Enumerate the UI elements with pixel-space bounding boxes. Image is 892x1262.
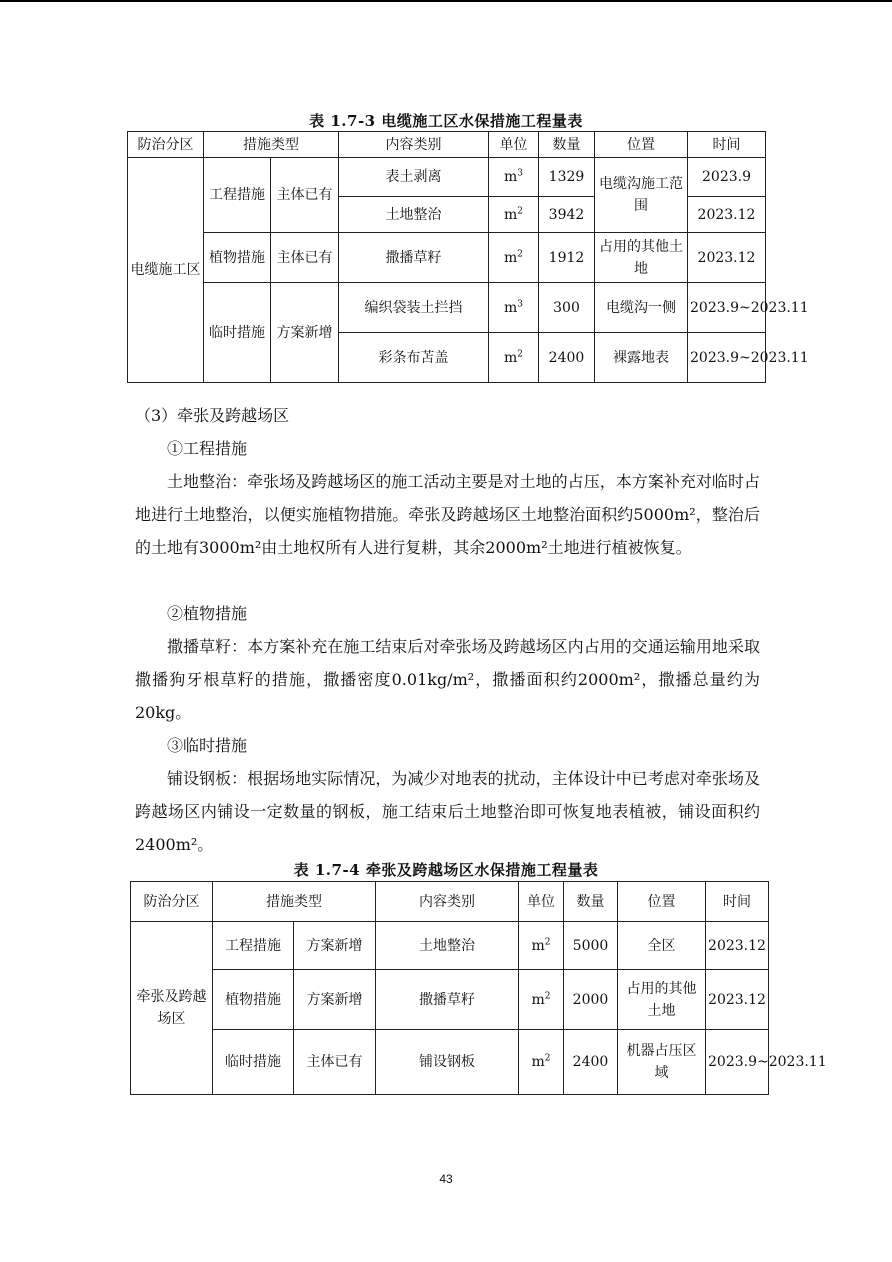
table-row xyxy=(128,283,766,333)
top-border xyxy=(0,0,892,2)
header-cell: 单位 xyxy=(489,132,539,158)
unit-cell: $m^3$ xyxy=(489,158,539,197)
measure-source-cell: 主体已有 xyxy=(271,233,339,283)
location-cell: 电缆沟施工范围 xyxy=(595,158,688,233)
table-4-caption: 表 1.7-4 牵张及跨越场区水保措施工程量表 xyxy=(293,861,599,879)
zone-cell: 电缆施工区 xyxy=(128,158,204,383)
time-cell: 2023.12 xyxy=(688,197,766,233)
unit-cell: $m^2$ xyxy=(489,333,539,383)
table-row xyxy=(131,922,769,970)
table-3-caption: 表 1.7-3 电缆施工区水保措施工程量表 xyxy=(309,112,583,130)
measure-type-cell: 植物措施 xyxy=(213,970,294,1030)
time-cell: 2023.9~2023.11 xyxy=(706,1030,769,1095)
quantity-cell: 3942 xyxy=(539,197,595,233)
header-cell: 防治分区 xyxy=(128,132,204,158)
measure-type-cell: 临时措施 xyxy=(213,1030,294,1095)
location-cell: 占用的其他土地 xyxy=(618,970,706,1030)
table-row xyxy=(131,970,769,1030)
content-cell: 撒播草籽 xyxy=(339,233,489,283)
location-cell: 占用的其他土地 xyxy=(595,233,688,283)
unit-cell: $m^2$ xyxy=(519,1030,564,1095)
header-cell: 内容类别 xyxy=(339,132,489,158)
quantity-cell: 2400 xyxy=(539,333,595,383)
header-cell: 措施类型 xyxy=(204,132,339,158)
table-header-row xyxy=(128,132,766,158)
header-cell: 单位 xyxy=(519,882,564,922)
header-cell: 位置 xyxy=(618,882,706,922)
unit-cell: $m^2$ xyxy=(519,970,564,1030)
quantity-cell: 1329 xyxy=(539,158,595,197)
table-row xyxy=(128,233,766,283)
unit-cell: $m^2$ xyxy=(489,197,539,233)
unit-cell: $m^2$ xyxy=(519,922,564,970)
measure-source-cell: 方案新增 xyxy=(294,922,376,970)
location-cell: 电缆沟一侧 xyxy=(595,283,688,333)
content-cell: 土地整治 xyxy=(376,922,519,970)
subheading-engineering: ①工程措施 xyxy=(167,439,248,458)
table-header-row xyxy=(131,882,769,922)
content-cell: 撒播草籽 xyxy=(376,970,519,1030)
paragraph-land-leveling: 土地整治：牵张场及跨越场区的施工活动主要是对土地的占压，本方案补充对临时占地进行土地整治，以便实施植物措施。牵张及跨越场区土地整治面积约5000m²，整治后的土地有3000m²由土地权所有人进行复耕，其余2000m²土地进行植被恢复。 xyxy=(135,472,760,557)
content-cell: 土地整治 xyxy=(339,197,489,233)
measure-source-cell: 方案新增 xyxy=(271,283,339,383)
measure-type-cell: 植物措施 xyxy=(204,233,271,283)
content-cell: 表土剥离 xyxy=(339,158,489,197)
table-row xyxy=(128,158,766,197)
time-cell: 2023.9~2023.11 xyxy=(688,283,766,333)
quantity-cell: 5000 xyxy=(564,922,618,970)
quantity-cell: 300 xyxy=(539,283,595,333)
subheading-temporary: ③临时措施 xyxy=(167,736,248,755)
time-cell: 2023.12 xyxy=(688,233,766,283)
content-cell: 铺设钢板 xyxy=(376,1030,519,1095)
header-cell: 时间 xyxy=(706,882,769,922)
measure-source-cell: 主体已有 xyxy=(294,1030,376,1095)
content-cell: 编织袋装土拦挡 xyxy=(339,283,489,333)
header-cell: 措施类型 xyxy=(213,882,376,922)
zone-cell: 牵张及跨越场区 xyxy=(131,922,213,1095)
location-cell: 机器占压区域 xyxy=(618,1030,706,1095)
paragraph-steel-plates: 铺设钢板：根据场地实际情况，为减少对地表的扰动，主体设计中已考虑对牵张场及跨越场区内铺设一定数量的钢板，施工结束后土地整治即可恢复地表植被，铺设面积约2400m²。 xyxy=(135,769,760,854)
content-cell: 彩条布苫盖 xyxy=(339,333,489,383)
time-cell: 2023.9 xyxy=(688,158,766,197)
location-cell: 全区 xyxy=(618,922,706,970)
measure-source-cell: 方案新增 xyxy=(294,970,376,1030)
table-row xyxy=(131,1030,769,1095)
header-cell: 位置 xyxy=(595,132,688,158)
subheading-vegetation: ②植物措施 xyxy=(167,604,248,623)
quantity-cell: 2000 xyxy=(564,970,618,1030)
header-cell: 数量 xyxy=(539,132,595,158)
quantity-cell: 1912 xyxy=(539,233,595,283)
header-cell: 防治分区 xyxy=(131,882,213,922)
paragraph-grass-seeding: 撒播草籽：本方案补充在施工结束后对牵张场及跨越场区内占用的交通运输用地采取撒播狗牙根草籽的措施，撒播密度0.01kg/m²，撒播面积约2000m²，撒播总量约为20kg。 xyxy=(135,637,760,722)
section-heading: （3）牵张及跨越场区 xyxy=(135,406,290,425)
location-cell: 裸露地表 xyxy=(595,333,688,383)
unit-cell: $m^2$ xyxy=(489,233,539,283)
measure-type-cell: 临时措施 xyxy=(204,283,271,383)
header-cell: 数量 xyxy=(564,882,618,922)
table-4 xyxy=(130,881,827,1095)
page-number: 43 xyxy=(439,1172,453,1186)
unit-cell: $m^3$ xyxy=(489,283,539,333)
header-cell: 时间 xyxy=(688,132,766,158)
time-cell: 2023.12 xyxy=(706,922,769,970)
time-cell: 2023.12 xyxy=(706,970,769,1030)
header-cell: 内容类别 xyxy=(376,882,519,922)
time-cell: 2023.9~2023.11 xyxy=(688,333,766,383)
measure-type-cell: 工程措施 xyxy=(213,922,294,970)
table-3 xyxy=(127,131,809,383)
measure-source-cell: 主体已有 xyxy=(271,158,339,233)
measure-type-cell: 工程措施 xyxy=(204,158,271,233)
quantity-cell: 2400 xyxy=(564,1030,618,1095)
